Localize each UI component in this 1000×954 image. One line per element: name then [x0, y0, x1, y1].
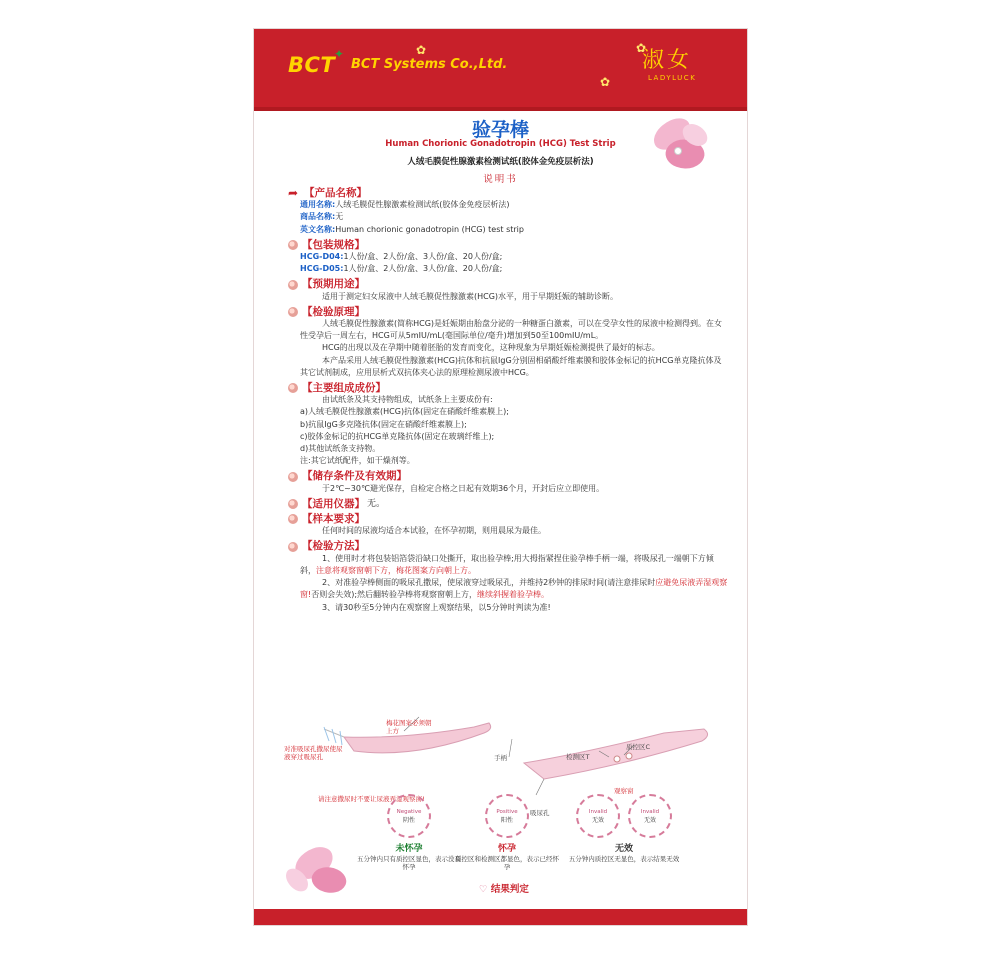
- section-product-name: ➦ 【产品名称】: [288, 186, 367, 201]
- content-body: ➦ 【产品名称】 通用名称:人绒毛膜促性腺激素检测试纸(胶体金免疫层析法) 商品名称:无 英文名称:Human chorionic gonadotropin (HCG) test strip 【包装规格】 HCG-D04:1人份/盒、2人份/盒、3人份/盒、20人份/盒; HCG-D05:1人份/盒、2人份/盒、3人份/盒、20人份/盒; 【预期用途】 适用于测定妇女尿液中人绒毛膜促性腺激素(HCG)水平，用于早期妊娠的辅助诊断。 【检验原理】 人绒毛膜促性腺激素(简称HCG)是妊娠期由胎盘分泌的一种糖蛋白激素，可以在受孕女性的尿液中检测得到。在女性受孕后一周左右，HCG可从5mIU/mL(毫国际单位/毫升)增加到50至100mIU/mL。 HCG的出现以及在孕期中随着胚胎的发育而变化，这种现象为早期妊娠检测提供了最好的标志。 本产品采用人绒毛膜促性腺激素(HCG)抗体和抗鼠IgG分别固相硝酸纤维素膜和胶体金标记的抗HCG单克隆抗体及其它试剂制成，应用层析式双抗体夹心法的原理检测尿液中HCG。 【主要组成成份】 由试纸条及其支持物组成，试纸条上主要成份有: a)人绒毛膜促性腺激素(HCG)抗体(固定在硝酸纤维素膜上); b)抗鼠IgG多克隆抗体(固定在硝酸纤维素膜上); c)胶体金标记的抗HCG单克隆抗体(固定在玻璃纤维上); d)其他试纸条支持物。 注:其它试纸配件，如干燥剂等。 【储存条件及有效期】 于2℃~30℃避光保存，自检定合格之日起有效期36个月，开封后应立即使用。 【适用仪器】 无。 【样本要求】 任何时间的尿液均适合本试验，在怀孕初期，则用晨尿为最佳。 【检验方法】 1、使用时才将包装铝箔袋沿缺口处撕开，取出验孕棒;用大拇指紧捏住验孕棒手柄一端，将吸尿孔一端朝下方倾斜，注意将观察窗朝下方，梅花图案方向朝上方。 2、对准验孕棒侧面的吸尿孔撒尿，使尿液穿过吸尿孔，并维持2秒钟的排尿时间(请注意排尿时应避免尿液弄湿观察窗!否则会失效);然后翻转验孕棒将观察窗朝上方，继续斜握着验孕棒。 3、请30秒至5分钟内在观察窗上观察结果，以5分钟时判读为准!: [288, 186, 728, 612]
- result-invalid: Invalid 无效 Invalid 无效 无效 五分钟内质控区无显色，表示结果无效: [554, 794, 694, 863]
- ribbon-icon: ♡: [479, 884, 488, 895]
- section-method: 【检验方法】: [288, 540, 728, 552]
- brand-cn: 淑女: [642, 48, 693, 73]
- flower-icon: ✿: [416, 43, 427, 57]
- pearl-icon: [288, 383, 298, 393]
- pearl-icon: [288, 280, 298, 290]
- result-judgement-title: ♡ 结果判定: [479, 884, 529, 895]
- instruction-sheet: [253, 28, 748, 926]
- company-name: BCT Systems Co.,Ltd.: [351, 57, 508, 72]
- invalid-indicator-1: Invalid 无效: [576, 794, 620, 838]
- section-sample: 【样本要求】: [288, 513, 728, 525]
- pearl-icon: [288, 499, 298, 509]
- result-positive: Positive 阳性 怀孕 质控区和检测区都显色，表示已经怀孕: [452, 794, 562, 871]
- header-rule: [254, 107, 747, 111]
- product-title-cn: 验孕棒: [471, 119, 529, 141]
- footer-band: [254, 909, 747, 925]
- brand-en: LADYLUCK: [648, 74, 697, 82]
- control-zone-label: 质控区C: [626, 743, 651, 751]
- section-package: 【包装规格】: [288, 239, 728, 251]
- arrow-icon: ➦: [288, 186, 299, 201]
- pearl-icon: [288, 240, 298, 250]
- pearl-icon: [288, 542, 298, 552]
- pearl-icon: [288, 514, 298, 524]
- plum-note-label: 梅花图案必须朝上方: [386, 719, 432, 735]
- flower-icon: ✿: [600, 75, 611, 89]
- section-storage: 【储存条件及有效期】: [288, 470, 728, 482]
- section-usage: 【预期用途】: [288, 278, 728, 290]
- section-instrument: 【适用仪器】 无。: [288, 498, 728, 510]
- invalid-indicator-2: Invalid 无效: [628, 794, 672, 838]
- hole-note-label: 对准吸尿孔撒尿使尿液穿过吸尿孔: [284, 745, 343, 761]
- warning-label: 请注意撒尿时不要让尿液弄湿观察窗!: [318, 795, 425, 803]
- section-components: 【主要组成成份】: [288, 382, 728, 394]
- logo-star-icon: ✦: [334, 47, 345, 61]
- result-negative: Negative 阴性 未怀孕 五分钟内只有质控区显色，表示没有怀孕: [354, 794, 464, 871]
- hole-label: 吸尿孔: [530, 809, 550, 817]
- pearl-icon: [288, 307, 298, 317]
- pearl-icon: [288, 472, 298, 482]
- flower-icon: ✿: [636, 41, 647, 55]
- test-zone-label: 检测区T: [566, 753, 590, 761]
- product-title-cn-sub: 人绒毛膜促性腺激素检测试纸(胶体金免疫层析法): [407, 157, 594, 167]
- handle-label: 手柄: [494, 754, 507, 762]
- section-principle: 【检验原理】: [288, 306, 728, 318]
- manual-label: 说明书: [483, 174, 518, 185]
- negative-indicator: Negative 阴性: [387, 794, 431, 838]
- product-title-en: Human Chorionic Gonadotropin (HCG) Test Strip: [385, 139, 616, 149]
- bct-logo: BCT: [288, 53, 336, 77]
- positive-indicator: Positive 阳性: [485, 794, 529, 838]
- window-label: 观察窗: [614, 787, 634, 795]
